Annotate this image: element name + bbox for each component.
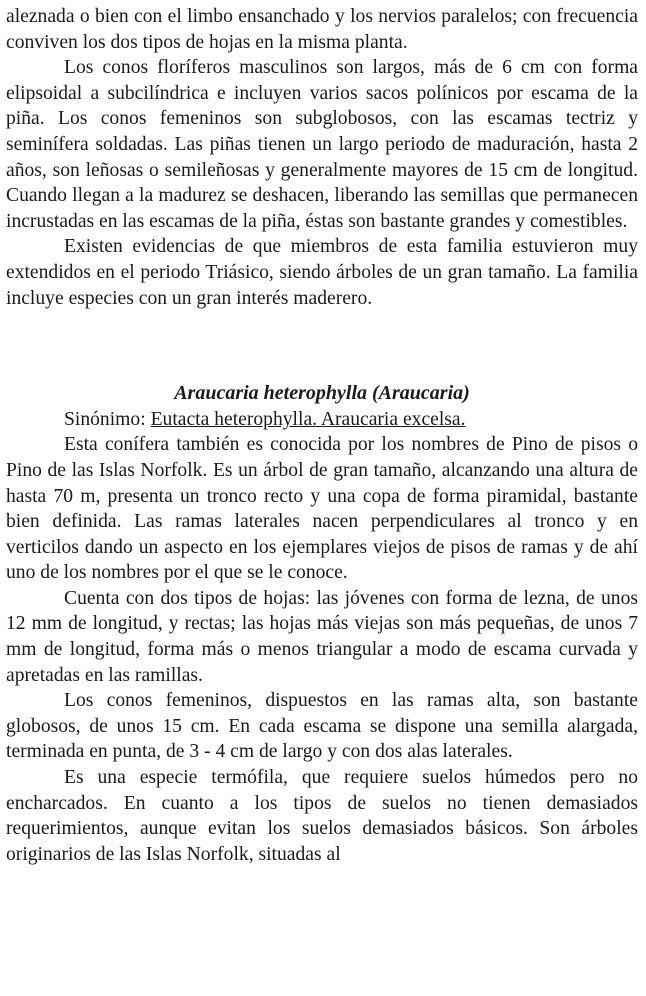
paragraph-leaf-types: Cuenta con dos tipos de hojas: las jóvenes con forma de lezna, de unos 12 mm de longitud, y rectas; las hojas más viejas son más pequeñas, de unos 7 mm de longitud, forma más o menos triangular a modo de escama curvada y apretadas en las ramillas. xyxy=(6,587,638,686)
synonym-line xyxy=(6,407,638,433)
synonym-value: Eutacta heterophylla. Araucaria excelsa. xyxy=(150,408,466,430)
paragraph-intro-continuation: aleznada o bien con el limbo ensanchado y los nervios paralelos; con frecuencia conviven los dos tipos de hojas en la misma planta. xyxy=(6,6,638,53)
section-spacer xyxy=(6,311,638,381)
paragraph-male-cones: Los conos floríferos masculinos son largos, más de 6 cm con forma elipsoidal a subcilíndrica e incluyen varios sacos polínicos por escama de la piña. Los conos femeninos son subglobosos, con las escamas tectriz y seminífera soldadas. Las piñas tienen un largo periodo de maduración, hasta 2 años, son leñosas o semileñosas y generalmente mayores de 15 cm de longitud. Cuando llegan a la madurez se deshacen, liberando las semillas que permanecen incrustadas en las escamas de la piña, éstas son bastante grandes y comestibles. xyxy=(6,57,638,232)
synonym-label: Sinónimo: xyxy=(64,408,151,430)
paragraph-triassic-evidence: Existen evidencias de que miembros de esta familia estuvieron muy extendidos en el periodo Triásico, siendo árboles de un gran tamaño. La familia incluye especies con un gran interés maderero. xyxy=(6,236,638,309)
paragraph-common-names: Esta conífera también es conocida por los nombres de Pino de pisos o Pino de las Islas Norfolk. Es un árbol de gran tamaño, alcanzando una altura de hasta 70 m, presenta un tronco recto y una copa de forma piramidal, bastante bien definida. Las ramas laterales nacen perpendiculares al tronco y en verticilos dando un aspecto en los ejemplares viejos de pisos de ramas y de ahí uno de los nombres por el que se le conoce. xyxy=(6,434,638,584)
paragraph-habitat: Es una especie termófila, que requiere suelos húmedos pero no encharcados. En cuanto a los tipos de suelos no tienen demasiados requerimientos, aunque evitan los suelos demasiados básicos. Son árboles originarios de las Islas Norfolk, situadas al xyxy=(6,767,638,865)
document-page xyxy=(6,4,638,867)
paragraph-female-cones: Los conos femeninos, dispuestos en las ramas alta, son bastante globosos, de unos 15 cm. En cada escama se dispone una semilla alargada, terminada en punta, de 3 - 4 cm de largo y con dos alas laterales. xyxy=(6,690,638,763)
species-heading: Araucaria heterophylla (Araucaria) xyxy=(174,382,470,405)
